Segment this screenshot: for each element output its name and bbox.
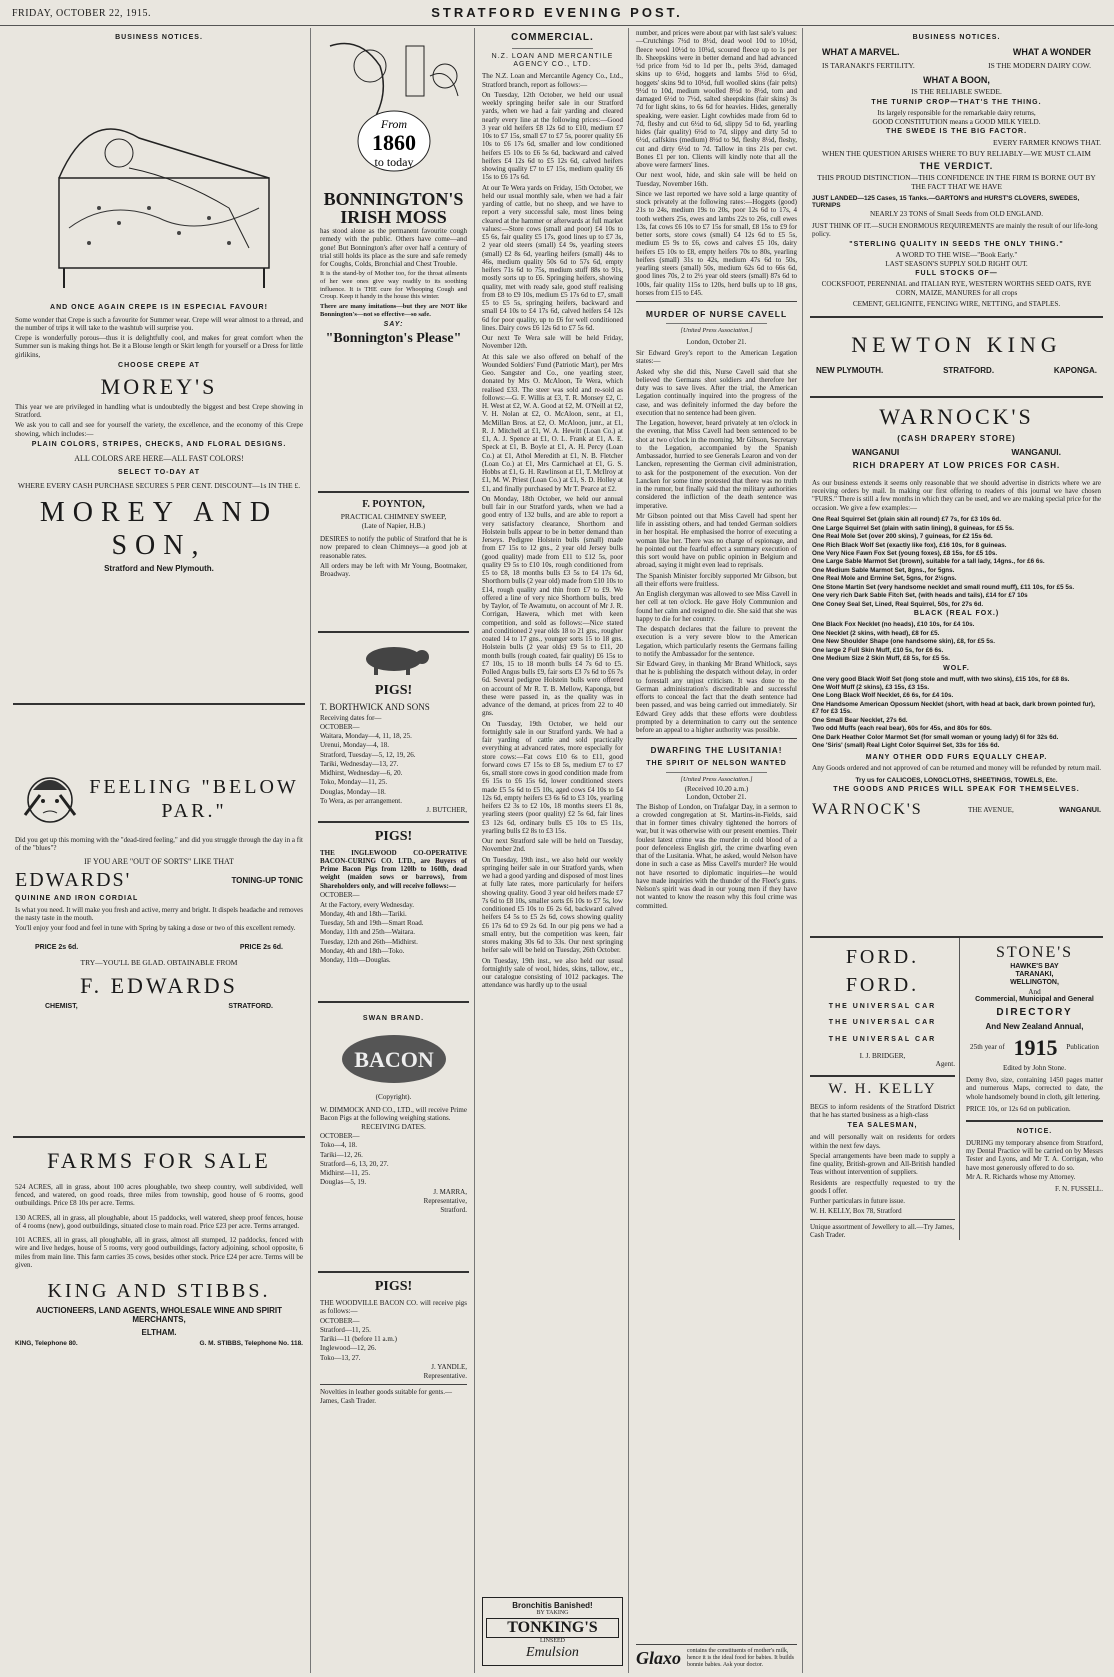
poynton-paragraph: All orders may be left with Mr Young, Bootmaker, Broadway. bbox=[320, 561, 467, 579]
universal-car: THE UNIVERSAL CAR bbox=[828, 1003, 937, 1011]
price-left: PRICE 2s 6d. bbox=[35, 943, 79, 951]
wanganui-footer: WANGANUI. bbox=[1059, 804, 1101, 814]
fur-item: One Real Mole and Ermine Set, 5gns, for 2½gns. bbox=[812, 575, 957, 583]
discount-line: WHERE EVERY CASH PURCHASE SECURES 5 PER CENT. DISCOUNT—1s IN THE £. bbox=[17, 480, 301, 490]
last-season: LAST SEASON'S SUPPLY SOLD RIGHT OUT. bbox=[885, 259, 1028, 268]
hardware-stock-list: CEMENT, GELIGNITE, FENCING WIRE, NETTING, and STAPLES. bbox=[852, 300, 1061, 309]
fur-item: One Necklet (2 skins, with head), £8 for £5. bbox=[812, 629, 940, 637]
woodville-date: Toko—13, 27. bbox=[320, 1353, 361, 1362]
commercial-paragraph: On Tuesday, 19th inst., we also held our usual fortnightly sale of wool, hides, skins, tallow, etc., our catalogue consisting of 1012 packages. The attendance was hardly up to the usual bbox=[482, 956, 623, 990]
commercial-paragraph: The N.Z. Loan and Mercantile Agency Co., Ltd., Stratford branch, report as follows:— bbox=[482, 72, 623, 89]
crepe-paragraph: Crepe is wonderfully porous—thus it is delightfully cool, and makes for great comfort when the Summer sun is making things hot. Be it a Blouse length or Skirt length for yourself or a Dress for little girlikins, bbox=[15, 334, 303, 359]
glaxo-ad bbox=[636, 1644, 797, 1669]
inglewood-date: Monday, 4th and 18th—Toko. bbox=[320, 946, 405, 955]
stones-directory-ad bbox=[960, 938, 1103, 1240]
fur-item: One Small Bear Necklet, 27s 6d. bbox=[812, 716, 908, 724]
rich-drapery: RICH DRAPERY AT LOW PRICES FOR CASH. bbox=[852, 461, 1061, 471]
borthwick-date: To Wera, as per arrangement. bbox=[320, 796, 403, 805]
farms-for-sale-heading: FARMS FOR SALE bbox=[47, 1148, 271, 1173]
fur-item: One Real Squirrel Set (plain skin all round) £7 7s, for £3 10s 6d. bbox=[812, 516, 1001, 524]
woodville-date: Inglewood—12, 26. bbox=[320, 1344, 377, 1353]
tonkings-emulsion-ad bbox=[482, 1597, 623, 1666]
choose-crepe-heading: CHOOSE CREPE AT bbox=[118, 361, 200, 369]
agent-label: Agent. bbox=[935, 1060, 955, 1069]
just-think: JUST THINK OF IT.—SUCH ENORMOUS REQUIREMENTS are mainly the result of our life-long policy. bbox=[812, 221, 1098, 239]
try-us: Try us for CALICOES, LONGCLOTHS, SHEETINGS, TOWELS, Etc. bbox=[855, 776, 1058, 784]
edwards-heading: EDWARDS' bbox=[15, 868, 132, 891]
receiving-label: Receiving dates for— bbox=[320, 713, 382, 722]
inglewood-date: Monday, 11th and 25th—Waitara. bbox=[320, 928, 415, 937]
crepe-paragraph: We ask you to call and see for yourself the variety, the excellence, and the economy of this Crepe showing, which includes:— bbox=[15, 421, 303, 438]
october-label: OCTOBER— bbox=[320, 722, 360, 731]
directory-heading: DIRECTORY bbox=[996, 1007, 1073, 1019]
kelly-paragraph: BEGS to inform residents of the Stratford District that he has started business as a high-class bbox=[810, 1102, 955, 1119]
column-2 bbox=[313, 28, 475, 1673]
and-label: And bbox=[1028, 987, 1041, 996]
october-label: OCTOBER— bbox=[320, 1132, 360, 1141]
commercial-continued: Since we last reported we have sold a large quantity of stock privately at the following rates:—Hoggets (good) 21s to 24s, medium 19s to 20s, poor 12s 6d to 17s, 4 tooth wethers 25s, ewes and lambs 22s to 26s, cull ewes 13s, fat cows £6 10s to £7 15s for small, £8 15s to £9 for better sorts, store cows (small) £4 12s 6d to £5 5s, medium £5 9s to £6, cows and calves £5 10s, dairy heifers £5 10s to £8, empty heifers 70s to 80s, yearling heifers (small) 31s to 42s, medium 47s 6d to 50s, yearling steers (small) 50s, medium 62s 6d to 66s 6d, good lines 70s, 2 to 2½ year old steers (small) 87s 6d to 100s, fair quality 115s to 120s, herd bulls up to 18 gns, horses from £15 to £45. bbox=[636, 189, 797, 297]
novelties-note: Novelties in leather goods suitable for gents.—James, Cash Trader. bbox=[320, 1388, 452, 1405]
fur-item: One large 2 Full Skin Muff, £10 5s, for £6 6s. bbox=[812, 646, 944, 654]
bonningtons-heading: BONNINGTON'S IRISH MOSS bbox=[323, 189, 464, 227]
inglewood-date: Tuesday, 5th and 19th—Smart Road. bbox=[320, 919, 424, 928]
dwarfing-lusitania-heading: DWARFING THE LUSITANIA! bbox=[650, 746, 783, 756]
borthwick-date: Stratford, Tuesday—5, 12, 19, 26. bbox=[320, 750, 416, 759]
out-of-sorts: IF YOU ARE "OUT OF SORTS" LIKE THAT bbox=[84, 856, 234, 866]
auctioneers-line: AUCTIONEERS, LAND AGENTS, WHOLESALE WINE AND SPIRIT MERCHANTS, bbox=[35, 1305, 283, 1325]
year-1860: 1860 bbox=[372, 130, 416, 155]
crepe-fast-colors: ALL COLORS ARE HERE—ALL FAST COLORS! bbox=[74, 454, 244, 464]
stones-heading: STONE'S bbox=[995, 944, 1074, 961]
woman-on-couch-illustration bbox=[29, 48, 289, 298]
fur-item: One Wolf Muff (2 skins), £3 15s, £3 15s. bbox=[812, 684, 930, 692]
newton-king-ad bbox=[810, 318, 1103, 398]
glaxo-description: contains the constituents of mother's milk, hence it is the ideal food for babies. It builds bonnie babies. Ask your doctor. bbox=[687, 1647, 794, 1668]
try-obtainable: TRY—YOU'LL BE GLAD. OBTAINABLE FROM bbox=[80, 957, 238, 967]
commercial-paragraph: On Tuesday, 12th October, we held our usual weekly springing heifer sale in our Stratford yards, when we had a fair yarding and cleared nearly every line at the following prices:—Good 3 year old heifers £8 12s 6d to £10, medium £7 10s to £7 15s, small £7 to £7 5s, poorer quality £6 10s to £6 17s 6d, smaller and low conditioned heifers £5 10s to £6 5s 6d, backward and calved heifers £4 12s 6d to £5 12s 6d, calved heifers showing quality £7 to £7 15s, medium quality £6 15s to £6 17s 6d. bbox=[482, 90, 623, 182]
kelly-paragraph: Further particulars in future issue. bbox=[810, 1197, 906, 1206]
bonningtons-paragraph: There are many imitations—but they are NOT like Bonnington's—not so effective—so safe. bbox=[320, 302, 467, 318]
responsible-line: Its largely responsible for the remarkable dairy returns, bbox=[877, 109, 1036, 118]
kelly-paragraph: Special arrangements have been made to supply a fine quality, British-grown and All-British handled Teas without intervention of suppliers. bbox=[810, 1151, 955, 1177]
nelson-paragraph: The Bishop of London, on Trafalgar Day, in a sermon to a crowded congregation at St. Martins-in-Fields, said that in former times chivalry tightened the horrors of war, but it was otherwise with our present enemies. Their foulest latest crime was the murder in cold blood of a poor defenceless English girl, the crime dwarfing even that of the Lusitania. What, he asked, would Nelson have done in such a case as Miss Cavell's murder? He would not have resorted to diplomatic inquiries—he would have made inquiries with the thunder of the Fleet's guns. Nelson's spirit was dead in our young men if they have not wanted to know the reason why this foul crime was committed. bbox=[636, 802, 797, 910]
ford-ad bbox=[810, 938, 960, 1240]
inglewood-date: Monday, 11th—Douglas. bbox=[320, 956, 391, 965]
fur-item: One Real Mole Set (over 200 skins), 7 guineas, for £2 15s 6d. bbox=[812, 533, 993, 541]
fur-item: One Stone Martin Set (very handsome necklet and small round muff), £11 10s, for £5 5s. bbox=[812, 583, 1075, 591]
tea-salesman: TEA SALESMAN, bbox=[847, 1122, 918, 1130]
directory-type: Commercial, Municipal and General bbox=[975, 996, 1094, 1004]
commercial-paragraph: On Tuesday, 19th October, we held our fortnightly sale in our Stratford yards. We had a fair yarding of cattle and sold practically everything at advanced rates, more especially for store cows:—Fat cows £10 6s to £11, good forward cows £7 15s to £8 5s, medium £7 to £7 6s, small store cows in good condition made from £6 15s to £6 15s 6d, lower conditioned steers made £5 5s 6d to £5 10s, aged cows £4 10s to £4 12s 6d, empty heifers £3 6s 6d to £3 10s, yearling heifers £2 3s to £2 10s, 18 months steers £1 8s, yearling steers (poor quality) £2 5s 6d, fair lines £3 12s 6d, ordinary bulls £5 10s to £5 11s, yearling bulls £2 8s to £3 15s. bbox=[482, 719, 623, 835]
linseed-label: LINSEED bbox=[540, 1638, 565, 1645]
small-seeds: NEARLY 23 TONS of Small Seeds from OLD ENGLAND. bbox=[869, 210, 1044, 219]
kelly-paragraph: and will personally wait on residents for orders within the next few days. bbox=[810, 1133, 955, 1150]
swan-brand: SWAN BRAND. bbox=[362, 1015, 425, 1022]
every-farmer: EVERY FARMER KNOWS THAT. bbox=[992, 137, 1101, 147]
inglewood-date: Tuesday, 12th and 26th—Midhirst. bbox=[320, 937, 418, 946]
tonkings-name: TONKING'S bbox=[486, 1618, 619, 1639]
sweep-title: PRACTICAL CHIMNEY SWEEP, bbox=[340, 511, 447, 521]
fur-item: One Coney Seal Set, Lined, Real Squirrel, 50s, for 27s 6d. bbox=[812, 600, 984, 608]
bonningtons-please: "Bonnington's Please" bbox=[325, 331, 462, 347]
universal-car: THE UNIVERSAL CAR bbox=[828, 1035, 937, 1043]
crepe-paragraph: Some wonder that Crepe is such a favourite for Summer wear. Crepe will wear almost to a thread, and the number of trips it will take to the washtub will surprise you. bbox=[15, 315, 303, 332]
tonic-paragraph: Did you get up this morning with the "dead-tired feeling," and did you struggle through the day in a fit of the "blues"? bbox=[15, 836, 303, 853]
returns-note: Any Goods ordered and not approved of can be returned and money will be refunded by return mail. bbox=[812, 764, 1102, 773]
universal-car: THE UNIVERSAL CAR bbox=[828, 1019, 937, 1027]
bonningtons-paragraph: has stood alone as the permanent favourite cough remedy with the public. Others have come—and gone! But Bonnington's after over half a century of trial still holds its place as the sure and safe remedy for Coughs, Colds, Bronchial and Chest Trouble. bbox=[320, 227, 467, 268]
bacon-pig-logo bbox=[334, 1029, 454, 1089]
kelly-paragraph: Residents are respectfully requested to try the goods I offer. bbox=[810, 1178, 955, 1195]
dimmock-date: Midhirst—11, 25. bbox=[320, 1169, 371, 1178]
borthwick-date: Waitara, Monday—4, 11, 18, 25. bbox=[320, 732, 412, 741]
warnocks-footer-heading: WARNOCK'S bbox=[812, 800, 923, 818]
receiving-dates: RECEIVING DATES. bbox=[361, 1123, 426, 1132]
quinine-iron-cordial: QUININE AND IRON CORDIAL bbox=[15, 894, 139, 902]
warnocks-heading: WARNOCK'S bbox=[879, 404, 1034, 429]
newton-king-heading: NEWTON KING bbox=[851, 332, 1062, 357]
bacon-logo-text: BACON bbox=[353, 1047, 434, 1073]
where-to-buy: WHEN THE QUESTION ARISES WHERE TO BUY RELIABLY—WE MUST CLAIM bbox=[822, 149, 1091, 159]
w-h-kelly-heading: W. H. KELLY bbox=[828, 1080, 937, 1097]
crepe-caption: AND ONCE AGAIN CREPE IS IN ESPECIAL FAVOUR! bbox=[50, 304, 268, 312]
cavell-paragraph: An English clergyman was allowed to see Miss Cavell in her cell at ten o'clock. He gave Holy Communion and found her calm and resigned to die. She said that she was happy to die for her country. bbox=[636, 590, 797, 623]
stibbs-telephone: G. M. STIBBS, Telephone No. 118. bbox=[199, 1340, 303, 1348]
hawkes-bay: HAWKE'S BAY bbox=[1010, 962, 1059, 970]
taranaki: TARANAKI, bbox=[1015, 971, 1054, 979]
publication-label: Publication bbox=[1066, 1043, 1099, 1052]
wanganui-left: WANGANUI bbox=[852, 447, 900, 458]
proud-distinction: THIS PROUD DISTINCTION—THIS CONFIDENCE IN THE FIRM IS BORNE OUT BY THE FACT THAT WE HAVE bbox=[817, 172, 1096, 191]
marra-sign: J. MARRA, bbox=[433, 1187, 467, 1196]
stratford-label: STRATFORD. bbox=[228, 1002, 273, 1010]
directory-price: PRICE 10s, or 12s 6d on publication. bbox=[966, 1104, 1071, 1113]
crepe-paragraph: This year we are privileged in handling what is undoubtedly the biggest and best Crepe showing in Stratford. bbox=[15, 402, 303, 420]
morey-and-son-heading: MOREY AND SON, bbox=[39, 496, 279, 561]
crepe-designs: PLAIN COLORS, STRIPES, CHECKS, AND FLORAL DESIGNS. bbox=[31, 440, 287, 448]
just-landed: JUST LANDED—125 Cases, 15 Tanks.—GARTON'S and HURST'S CLOVERS, SWEDES, TURNIPS bbox=[812, 194, 1080, 210]
cavell-paragraph: The despatch declares that the failure to prevent the execution is a very severe blow to the American Legation, which particularly resents the Germans failing to notify the Ambassador for the sentence. bbox=[636, 625, 797, 658]
edwards-tonic-ad bbox=[13, 705, 305, 1138]
bonningtons-paragraph: It is the stand-by of Mother too, for the throat ailments of her wee ones give way readily to its soothing influence. It is THE cure for Whooping Cough and Croup. Keep it handy in the house this winter. bbox=[320, 270, 467, 301]
fur-item: One Handsome American Opossum Necklet (short, with head at back, dark brown pointed fur), £7 for £3 15s. bbox=[812, 700, 1095, 716]
cavell-paragraph: Mr Gibson pointed out that Miss Cavell had spent her life in assisting others, and had tended German soldiers in her hospital. He emphasised the horror of executing a woman like her. There was no charge of espionage, and he pointed out the fearful effect a summary execution of this sort would have on public opinion in Belgium and abroad, saying it might even lead to reprisals. bbox=[636, 511, 797, 570]
kelly-sign: W. H. KELLY, Box 78, Stratford bbox=[810, 1206, 902, 1215]
inglewood-date: At the Factory, every Wednesday. bbox=[320, 900, 415, 909]
commercial-paragraph: On Tuesday, 19th inst., we also held our weekly springing heifer sale in our Stratford yards, when we had a good yarding and disposed of most lines at fully late rates, more particularly for heifers showing quality. Good 3 year old heifers made £7 7s 6d to £8 10s, smaller sorts £6 10s to £7 5s, low conditioned £5 10s to £6 2s 6d, backward calved heifers £4 5s to £5 2s 6d, cows showing quality £6 17s 6d to £9 2s 6d. In our pig pens we had a small entry, but the competition was keen, fair stores making 30s 6d to 33s. Our next springing heifer sale will be held on Tuesday, 26th October. bbox=[482, 855, 623, 955]
fur-item: One Rich Black Wolf Set (exactly like fox), £16 10s, for 8 guineas. bbox=[812, 541, 1007, 549]
borthwick-date: Midhirst, Wednesday—6, 20. bbox=[320, 769, 403, 778]
eltham-line: ELTHAM. bbox=[141, 1327, 177, 1337]
woodville-paragraph: THE WOODVILLE BACON CO. will receive pigs as follows:— bbox=[320, 1298, 467, 1315]
poynton-paragraph: DESIRES to notify the public of Stratford that he is now prepared to clean Chimneys—a good job at reasonable rates. bbox=[320, 535, 467, 560]
bonningtons-ad bbox=[318, 28, 469, 493]
murder-of-nurse-cavell-heading: MURDER OF NURSE CAVELL bbox=[645, 309, 788, 319]
pigs-heading: PIGS! bbox=[374, 1279, 413, 1294]
commercial-continued: number, and prices were about par with last sale's values:—Crutchings 7½d to 8½d, dead wool 10d to 10½d, fleece wool 10½d to 10¾d, scoured fleece up to 1s per lb. Sheepskins were in better demand and had advanced ½d price from ½d to 1d per lb., pelts 3½d, damaged skins up to 6½d, hoggets and lambs 5½d to 6½d, hoggets' skins 9d to 10½d, full woolled skins (fair pelts) 9½d to 10d, medium woolled 8½d to 8½d, torn and damaged 6½d to 7½d, salted sheepskins (fair skins) 3s 7d for light skins, to 6s 6d for heavies. Hides, generally speaking, were easier. Light cowhides made from 6d to 7d, fleshy and cut 6½d to 6d, slippy 5d to 6d, yearling hides (fair quality) 6½d to 7d, slippy and dirty 5d to 6½d, calfskins (medium) 8½d to 9d, fleshy 8½d, fleshy, cut and dirty 6½d to 7d. Tallow in tins 21s per cwt. Bones £1 per ton. Clients will kindly note that all the above were farmers' lines. bbox=[636, 29, 797, 169]
column-1 bbox=[8, 28, 311, 1673]
fussell-sign: F. N. FUSSELL. bbox=[1055, 1185, 1103, 1194]
fur-item: One Dark Heather Color Marmot Set (for small woman or young lady) 6l for 32s 6d. bbox=[812, 733, 1059, 741]
moreys-crepe-ad bbox=[13, 28, 305, 705]
fur-item: Two odd Muffs (each real bear), 60s for 45s, and 80s for 60s. bbox=[812, 725, 992, 733]
pig-icon bbox=[354, 641, 434, 677]
fur-item: One Large Sable Marmot Set (brown), suitable for a tall lady, 14gns., for £6 6s. bbox=[812, 558, 1045, 566]
commercial-paragraph: On Monday, 18th October, we held our annual bull fair in our Stratford yards, when we had a good entry of 132 bulls, and are able to report a very satisfactory clearance, Shorthorn and Holstein bulls appear to be in better demand than Jerseys. Pedigree Holstein bulls (small) made from £7 15s to 12 gns., 2 year old Jersey bulls (good quality) made from £11 to £12 5s, poor quality £9 5s to £10 10s, rough conditioned from £5 to £8, 18 months bulls £3 5s to £4 17s 6d, Shorthorn bulls (2 year old) made from £10 10s to £14, rough quality and thin from £7 to £9. We offered a line of very nice Shorthorn bulls, bred by Taylor, of Te Awamutu, on account of Mr J. R. Corrigan, Hawera, which met with keen competition, and sold as follows:—Nice stated and conditioned 2 year olds 18 to 21 gns., rougher coated 14 to 17 gns., younger sorts 15 to 18 gns. Holstein bulls (2 year olds) £9 5s to £11, 20 month bulls (rough coated, fair quality) £6 15s to £7 10s, 15 to 18 month bulls £4 7s 6d to £5. Polled Angus bulls £9, fair sorts £3 7s 6d to £6 7s 6d. Several pedigree Holstein bulls were offered on account of Mr R. T. B. Mellow, Kaponga, but these were passed in, as the quality was in advance of the demand, at prices from 22 to 40 gns. bbox=[482, 494, 623, 718]
what-a-marvel: WHAT A MARVEL. bbox=[822, 47, 900, 58]
dimmock-paragraph: W. DIMMOCK AND CO., LTD., will receive Prime Bacon Pigs at the following weighing stations. bbox=[320, 1105, 467, 1122]
price-right: PRICE 2s 6d. bbox=[239, 943, 283, 951]
inglewood-paragraph: THE INGLEWOOD CO-OPERATIVE BACON-CURING CO. LTD., are Buyers of Prime Bacon Pigs from 120lb to 160lb, dead weight (maiden sows or barrows), from Shareholders only, and will receive follows:— bbox=[320, 848, 467, 890]
sterling-quality: "STERLING QUALITY IN SEEDS THE ONLY THING." bbox=[849, 240, 1064, 248]
fur-item: One Medium Sable Marmot Set, 8gns., for 5gns. bbox=[812, 566, 955, 574]
moreys-heading: MOREY'S bbox=[100, 374, 218, 399]
the-avenue: THE AVENUE, bbox=[967, 805, 1014, 814]
stratford-branch: STRATFORD. bbox=[943, 365, 995, 375]
bronchitis-banished: Bronchitis Banished! bbox=[512, 1601, 593, 1611]
borthwick-heading: T. BORTHWICK AND SONS bbox=[320, 702, 430, 713]
inglewood-pigs-ad bbox=[318, 823, 469, 1003]
copyright-note: (Copyright). bbox=[375, 1093, 412, 1102]
cavell-paragraph: Sir Edward Grey, in thanking Mr Brand Whitlock, says that he is publishing the despatch without delay, in order to forestall any unjust criticism. It was done to the German administration's discreditable and successful efforts to conceal the fact that the death sentence had been passed, and was being carried out immediately. Sir Edward Grey adds that these efforts were doubtless prompted by a determination to carry out the sentence before an appeal to a higher authority was possible. bbox=[636, 660, 797, 735]
press-association: [United Press Association.] bbox=[680, 776, 753, 784]
notice-heading: NOTICE. bbox=[1016, 1127, 1053, 1135]
borthwick-date: Tariki, Wednesday—13, 27. bbox=[320, 759, 399, 768]
year-1915: 1915 bbox=[1013, 1034, 1058, 1060]
masthead bbox=[0, 0, 1114, 26]
new-plymouth: NEW PLYMOUTH. bbox=[816, 365, 884, 375]
tonic-paragraph: Is what you need. It will make you fresh and active, merry and bright. It dispels headache and removes the nasty taste in the mouth. bbox=[15, 905, 303, 923]
pigs-heading: PIGS! bbox=[374, 829, 413, 844]
edited-by: Edited by John Stone. bbox=[1002, 1063, 1067, 1072]
constitution-line: GOOD CONSTITUTION means a GOOD MILK YIELD. bbox=[872, 117, 1041, 126]
full-stocks: FULL STOCKS OF— bbox=[915, 270, 998, 278]
woodville-date: Stratford—11, 25. bbox=[320, 1325, 371, 1334]
pigs-heading: PIGS! bbox=[374, 683, 413, 698]
butcher-sign: J. BUTCHER, bbox=[426, 806, 467, 815]
black-fox-heading: BLACK (REAL FOX.) bbox=[913, 610, 1000, 618]
commercial-paragraph: At our Te Wera yards on Friday, 15th October, we held our usual monthly sale, when we had a fair yarding of cattle, but no sheep, and we have to report a very successful sale, most lines being cleared at the hammer or afterwards at full market values:—Store cows (small and poor) £4 10s to £5 6s, fair quality £5 17s, good lines up to £7 3s, 2 year old steers (small) £4 9s, yearling steers (small) £2 8s 6d, yearling heifers (small) 44s to 46s, medium quality 50s 6d to 57s 6d, empty heifers 71s 6d to 75s, medium stuff 88s to 91s, mostly sorts up to £6. Springing heifers, showing quality, met with ready sale, good stuff realising from £8 to £9 10s, medium £5 17s 6d to £7, small £5 to £5 5s, springing heifers, backward and small £4 10s to £4 17s 6d, calved heifers £4 12s 6d for poor quality, up to £6 for well conditioned lines. Dairy cows £6 12s 6d to £7 5s 6d. bbox=[482, 183, 623, 332]
dimmock-date: Stratford—6, 13, 20, 27. bbox=[320, 1159, 389, 1168]
column-4 bbox=[631, 28, 803, 1673]
farm-listing: 101 ACRES, all in grass, all ploughable, all in grass, almost all stumped, 12 paddocks, fenced with wire and live hedges, house of 5 rooms, very good outbuildings, factory adjoining, school opposite, 6 miles from main line. This farm carries 35 cows, besides other stock. Price £24 per acre. Terms will be given. bbox=[15, 1236, 303, 1269]
wanganui-right: WANGANUI. bbox=[1011, 447, 1061, 458]
dimmock-date: Toko—4, 18. bbox=[320, 1141, 358, 1150]
fur-item: One Long Black Wolf Necklet, £6 6s, for £4 10s. bbox=[812, 692, 954, 700]
by-taking: BY TAKING bbox=[536, 1610, 569, 1617]
column-3 bbox=[477, 28, 629, 1673]
unique-assortment: Unique assortment of Jewellery to all.—Try James, Cash Trader. bbox=[810, 1223, 954, 1240]
notice-paragraph: DURING my temporary absence from Stratford, my Dental Practice will be carried on by Messrs Tester and Lyons, and Mr T. A. Corrigan, who have most generously offered to do so. bbox=[966, 1138, 1103, 1172]
inglewood-date: Monday, 4th and 18th—Tariki. bbox=[320, 909, 407, 918]
what-a-boon: WHAT A BOON, bbox=[923, 74, 990, 85]
column-5 bbox=[805, 28, 1108, 1673]
fur-item: One 'Siris' (small) Real Light Color Squirrel Set, 33s for 16s 6d. bbox=[812, 741, 1000, 749]
cavell-paragraph: The Legation, however, heard privately at ten o'clock in the evening, that Miss Cavell had been sentenced to be shot at two o'clock in the morning. Mr Gibson, Secretary to the Legation, accompanied by the Spanish Ambassador, hurried to see Generals Learon and von der Lancken, representing the German civil administration, to ask for the postponement of the execution. Von der Lancken for some time protested that there was no truth in the rumor, but finally said that the military authorities considered the infliction of the death sentence was imperative. bbox=[636, 419, 797, 510]
yandle-sign: J. YANDLE, bbox=[431, 1362, 467, 1371]
cash-drapery: (CASH DRAPERY STORE) bbox=[897, 433, 1016, 443]
bridger-agent: I. J. BRIDGER, bbox=[859, 1051, 906, 1060]
dateline: London, October 21. bbox=[686, 793, 747, 802]
king-and-stibbs-ad bbox=[13, 1138, 305, 1352]
king-telephone: KING, Telephone 80. bbox=[15, 1340, 78, 1348]
many-other-furs: MANY OTHER ODD FURS EQUALLY CHEAP. bbox=[865, 753, 1048, 761]
fur-item: One very rich Dark Sable Fitch Set, (with heads and tails), £14 for £7 10s bbox=[812, 592, 1028, 600]
october-label: OCTOBER— bbox=[320, 891, 360, 900]
modern-dairy-cow: IS THE MODERN DAIRY COW. bbox=[988, 60, 1091, 70]
to-today-label: to today bbox=[374, 155, 414, 169]
borthwick-date: Toko, Monday—11, 25. bbox=[320, 778, 388, 787]
seed-stock-list: COCKSFOOT, PERENNIAL and ITALIAN RYE, WESTERN WORTHS SEED OATS, RYE CORN, MAIZE, MANURES for all crops bbox=[821, 280, 1092, 297]
farm-listing: 524 ACRES, all in grass, about 100 acres ploughable, two sheep country, well subdivided, well fenced, and watered, on good roads, three miles from township, good house of 6 rooms, good outbuildings. Price £8 10s per acre. Terms. bbox=[15, 1182, 303, 1208]
kaponga-branch: KAPONGA. bbox=[1053, 365, 1097, 375]
year-of-label: 25th year of bbox=[970, 1043, 1005, 1052]
big-factor: THE SWEDE IS THE BIG FACTOR. bbox=[885, 128, 1028, 136]
borthwick-date: Douglas, Monday—18. bbox=[320, 787, 386, 796]
fur-item: One New Shoulder Shape (one handsome skin), £8, for £5 5s. bbox=[812, 638, 996, 646]
notice-attorney: Mr A. R. Richards whose my Attorney. bbox=[966, 1173, 1076, 1182]
furs-intro: As our business extends it seems only reasonable that we should advertise in districts where we are receiving orders by mail. In making our first offering to readers of this journal we have chosen "FURS." There is still a few months in which they can be used, and we are making special price for the occasion. We give a few examples:— bbox=[812, 478, 1102, 512]
toning-up-tonic: TONING-UP TONIC bbox=[231, 876, 303, 886]
dimmock-date: Douglas—5, 19. bbox=[320, 1178, 367, 1187]
section-heading: BUSINESS NOTICES. bbox=[115, 34, 203, 41]
man-holding-head-illustration bbox=[15, 765, 85, 835]
wolf-heading: WOLF. bbox=[943, 664, 970, 672]
nz-loan-heading: N.Z. LOAN AND MERCANTILE AGENCY CO., LTD. bbox=[491, 52, 614, 69]
fur-item: One very good Black Wolf Set (long stole and muff, with two skins), £15 10s, for £8 8s. bbox=[812, 675, 1070, 683]
taranaki-fertility: IS TARANAKI'S FERTILITY. bbox=[822, 60, 915, 70]
newspaper-title: STRATFORD EVENING POST. bbox=[431, 5, 683, 20]
borthwick-pigs-ad bbox=[318, 633, 469, 823]
chemist-label: CHEMIST, bbox=[45, 1002, 78, 1010]
nz-annual: And New Zealand Annual, bbox=[985, 1022, 1084, 1032]
commercial-paragraph: Our next Te Wera sale will be held Friday, November 12th. bbox=[482, 334, 623, 351]
dateline: London, October 21. bbox=[686, 337, 747, 346]
fur-item: One Black Fox Necklet (no heads), £10 10s, for £4 10s. bbox=[812, 621, 975, 629]
issue-date: FRIDAY, OCTOBER 22, 1915. bbox=[12, 8, 152, 19]
goods-speak: THE GOODS AND PRICES WILL SPEAK FOR THEMSELVES. bbox=[833, 786, 1080, 794]
cavell-paragraph: Asked why she did this, Nurse Cavell said that she believed the Germans shot soldiers and therefore her duty was to save lives. After the trial, the American Legation continually inquired into the progress of the case, and was definitely informed the day before the execution that no sentence had been given. bbox=[636, 367, 797, 417]
borthwick-date: Urenui, Monday—4, 18. bbox=[320, 741, 390, 750]
word-to-wise: A WORD TO THE WISE—"Book Early." bbox=[895, 251, 1018, 260]
glaxo-logo: Glaxo bbox=[636, 1647, 681, 1668]
directory-description: Demy 8vo, size, containing 1450 pages matter and numerous Maps, corrected to date, the whole handsomely bound in cloth, gilt lettering. bbox=[966, 1076, 1103, 1101]
cavell-paragraph: Sir Edward Grey's report to the American Legation states:— bbox=[636, 349, 797, 366]
commercial-continued: Our next wool, hide, and skin sale will be held on Tuesday, November 16th. bbox=[636, 171, 797, 188]
turnip-crop: THE TURNIP CROP—THAT'S THE THING. bbox=[871, 99, 1042, 107]
reliable-swede: IS THE RELIABLE SWEDE. bbox=[911, 87, 1002, 97]
emulsion-label: Emulsion bbox=[526, 1645, 579, 1661]
feeling-below-par-heading: FEELING "BELOW PAR." bbox=[89, 776, 299, 822]
dimmock-bacon-ad bbox=[318, 1003, 469, 1273]
section-heading: BUSINESS NOTICES. bbox=[912, 34, 1001, 41]
what-a-wonder: WHAT A WONDER bbox=[1012, 47, 1091, 58]
commercial-paragraph: At this sale we also offered on behalf of the Wounded Soldiers' Fund (Patriotic Mart), per Mrs Geo. Sangster and Co., one yearling steer, donated by Mrs O. McAloon, Te Wera, which realised £33. The steer was sold and re-sold as follows:—G. F. Willis at £3, T. R. Monsey £2, C. H. West at £2, W. A. Good at £2, M. O'Neill at £2, V. H. Nolan at £2, O. McAloon, senr., at £1, McMillan Bros. at £2, O. McAloon, junr., at £1, R. J. Mitchell at £1, W. A. Hewitt (Loan Co.) at £1, A. J. Spence at £1, O. L. Frank at £1, A. E. Speck at £1, B. Boyle at £1, A. H. Percy (Loan Co.) at £1, Athol Meredith at £1, N. B. Fletcher (Loan Co.) at £1, Mrs Carmichael at £1, G. S. Hobbs at £1, G. H. Rawlinson at £1, T. McIlroy at £1, M. W. Priest (Loan Co.) at £1, S. D. Holley at £1, and finally purchased by Mr T. Pearce at £2. bbox=[482, 352, 623, 493]
representative: Representative, bbox=[423, 1196, 467, 1205]
tonic-paragraph: You'll enjoy your food and feel in tune with Spring by taking a dose or two of this excellent remedy. bbox=[15, 924, 296, 933]
wellington: WELLINGTON, bbox=[1010, 979, 1059, 987]
farm-listing: 130 ACRES, all in grass, all ploughable, about 15 paddocks, well watered, sheep proof fences, house of 4 rooms (new), good outbuildings, situated close to main road. Price £23 per acre. Terms arranged. bbox=[15, 1213, 303, 1230]
fur-item: One Large Squirrel Set (plain with satin lining), 8 guineas, for £5 5s. bbox=[812, 524, 1014, 532]
poynton-sweep-ad bbox=[318, 493, 469, 633]
f-edwards-heading: F. EDWARDS bbox=[80, 972, 238, 998]
received-time: (Received 10.20 a.m.) bbox=[684, 784, 749, 793]
dimmock-date: Tariki—12, 26. bbox=[320, 1150, 363, 1159]
woodville-date: Tariki—11 (before 11 a.m.) bbox=[320, 1335, 397, 1344]
woodville-pigs-ad bbox=[318, 1273, 469, 1409]
october-label: OCTOBER— bbox=[320, 1316, 360, 1325]
king-and-stibbs-heading: KING AND STIBBS. bbox=[47, 1280, 271, 1303]
napier-note: (Late of Napier, H.B.) bbox=[361, 521, 426, 530]
press-association: [United Press Association.] bbox=[680, 327, 753, 335]
ford-heading-2: FORD. bbox=[845, 973, 920, 996]
representative: Representative. bbox=[423, 1372, 467, 1381]
select-today: SELECT TO-DAY AT bbox=[118, 468, 200, 476]
fur-item: One Medium Size 2 Skin Muff, £8 5s, for £5 5s. bbox=[812, 654, 950, 662]
ford-heading: FORD. bbox=[845, 946, 920, 968]
commercial-paragraph: Our next Stratford sale will be held on Tuesday, November 2nd. bbox=[482, 837, 623, 854]
morey-location: Stratford and New Plymouth. bbox=[104, 563, 214, 573]
commercial-heading: COMMERCIAL. bbox=[511, 32, 594, 43]
seeds-ad bbox=[810, 28, 1103, 318]
the-verdict: THE VERDICT. bbox=[919, 161, 994, 172]
fur-item: One Very Nice Fawn Fox Set (young foxes), £8 15s, for £5 10s. bbox=[812, 550, 998, 558]
poynton-heading: F. POYNTON, bbox=[362, 499, 425, 510]
say-label: SAY: bbox=[383, 321, 404, 329]
cavell-paragraph: The Spanish Minister forcibly supported Mr Gibson, but all their efforts were fruitless. bbox=[636, 571, 797, 588]
warnocks-furs-ad bbox=[810, 398, 1103, 938]
from-label: From bbox=[380, 117, 408, 131]
woman-holding-bottle-illustration bbox=[320, 36, 468, 186]
spirit-of-nelson-heading: THE SPIRIT OF NELSON WANTED bbox=[646, 759, 787, 767]
stratford-sign: Stratford. bbox=[440, 1206, 467, 1215]
